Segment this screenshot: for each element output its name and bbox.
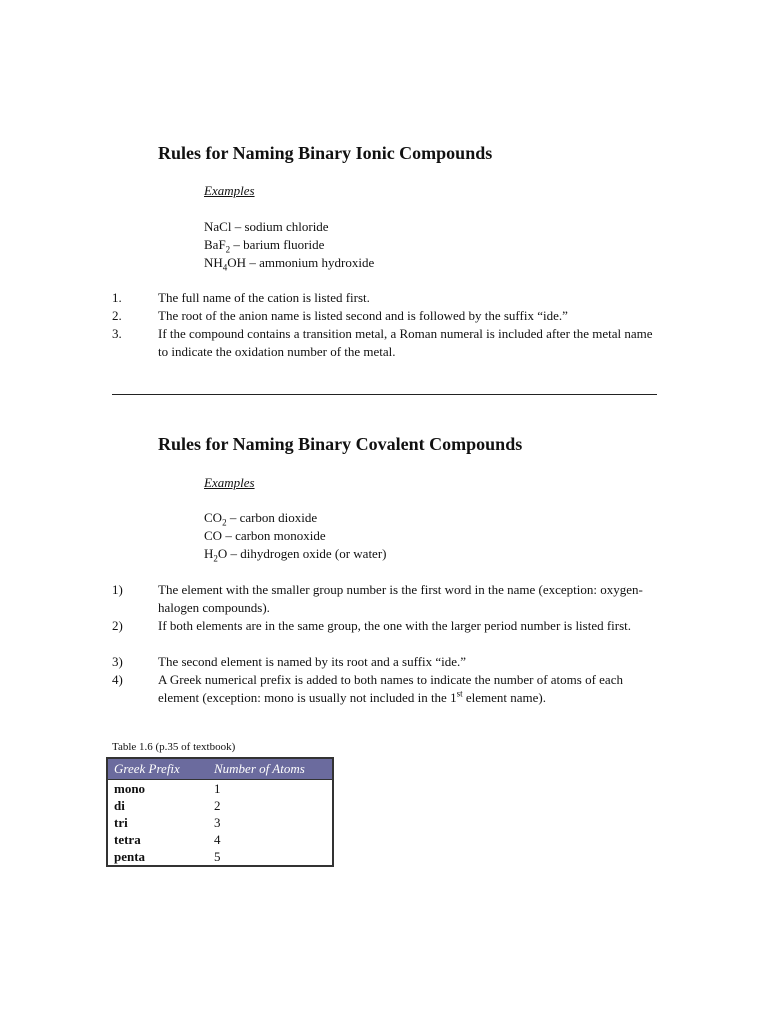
covalent-examples-label: Examples bbox=[204, 475, 255, 490]
covalent-rule-text: The element with the smaller group number is the first word in the name (exception: oxygen-halogen compounds). bbox=[158, 582, 643, 615]
ionic-rule-number: 3. bbox=[112, 326, 122, 341]
prefix-cell: di bbox=[114, 798, 125, 813]
covalent-example-co2: $CO_2$ – carbon dioxide bbox=[204, 510, 318, 528]
ionic-rule-text: If the compound contains a transition metal, a Roman numeral is included after the metal name to indicate the oxidation number of the metal. bbox=[158, 326, 653, 359]
ionic-example-nh4oh: $NH_4OH$ – ammonium hydroxide bbox=[204, 255, 375, 273]
ionic-rule-text: The root of the anion name is listed second and is followed by the suffix “ide.” bbox=[158, 308, 568, 323]
covalent-rule-text: The second element is named by its root and a suffix “ide.” bbox=[158, 654, 467, 669]
section-divider bbox=[112, 394, 657, 395]
covalent-rule-number: 3) bbox=[112, 654, 123, 669]
covalent-example-h2o: $H_2O$ – dihydrogen oxide (or water) bbox=[204, 546, 387, 564]
ionic-title: Rules for Naming Binary Ionic Compounds bbox=[158, 143, 493, 163]
covalent-rule-text: A Greek numerical prefix is added to both names to indicate the number of atoms of each element (exception: mono is usually not included in the 1st element name). bbox=[158, 672, 623, 705]
prefix-cell: penta bbox=[114, 849, 146, 864]
column-header-greek-prefix: Greek Prefix bbox=[107, 758, 208, 780]
ionic-example-baf2: BaF$_2$ – barium fluoride bbox=[204, 237, 325, 255]
prefix-cell: tri bbox=[114, 815, 128, 830]
covalent-title: Rules for Naming Binary Covalent Compounds bbox=[158, 434, 523, 454]
ionic-example-nacl: NaCl – sodium chloride bbox=[204, 219, 329, 234]
ionic-rule-number: 1. bbox=[112, 290, 122, 305]
atoms-cell: 1 bbox=[214, 781, 221, 796]
column-header-number-of-atoms: Number of Atoms bbox=[208, 758, 333, 780]
table-caption: Table 1.6 (p.35 of textbook) bbox=[112, 741, 236, 753]
table-row bbox=[107, 848, 333, 866]
atoms-cell: 5 bbox=[214, 849, 221, 864]
atoms-cell: 3 bbox=[214, 815, 221, 830]
table-row bbox=[107, 831, 333, 848]
atoms-cell: 4 bbox=[214, 832, 221, 847]
table-header-row bbox=[107, 758, 333, 780]
covalent-rule-number: 4) bbox=[112, 672, 123, 687]
table-row bbox=[107, 814, 333, 831]
covalent-rule-text: If both elements are in the same group, the one with the larger period number is listed first. bbox=[158, 618, 632, 633]
prefix-cell: mono bbox=[114, 781, 146, 796]
prefix-cell: tetra bbox=[114, 832, 141, 847]
atoms-cell: 2 bbox=[214, 798, 221, 813]
ionic-rule-text: The full name of the cation is listed first. bbox=[158, 290, 370, 305]
greek-prefix-table bbox=[106, 757, 334, 867]
covalent-rule-number: 2) bbox=[112, 618, 123, 633]
covalent-rule-number: 1) bbox=[112, 582, 123, 597]
table-row bbox=[107, 780, 333, 798]
covalent-example-co: CO – carbon monoxide bbox=[204, 528, 326, 543]
ionic-examples-label: Examples bbox=[204, 183, 255, 198]
table-row bbox=[107, 797, 333, 814]
ionic-rule-number: 2. bbox=[112, 308, 122, 323]
